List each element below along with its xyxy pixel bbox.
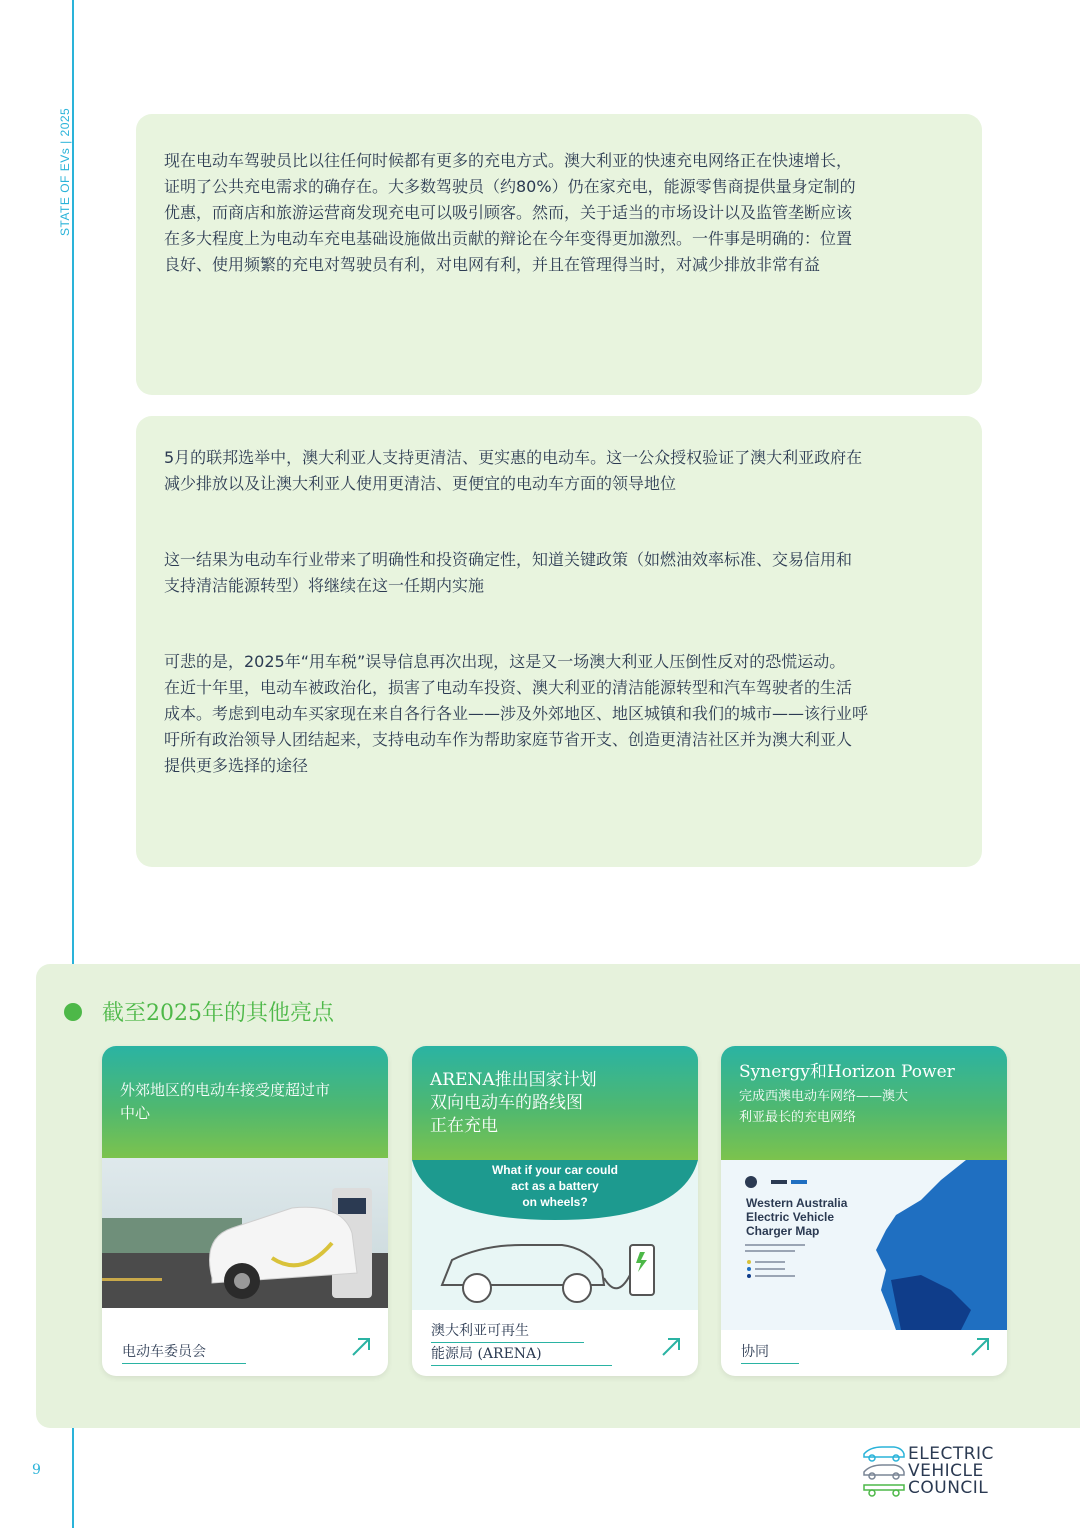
logo-line: ELECTRIC bbox=[908, 1444, 994, 1464]
text-line: 吁所有政治领导人团结起来，支持电动车作为帮助家庭节省开支、创造更清洁社区并为澳大利亚人 bbox=[164, 730, 853, 749]
arrow-up-right-icon[interactable] bbox=[969, 1336, 991, 1358]
logo-line: VEHICLE bbox=[908, 1461, 984, 1481]
card-title-line: 中心 bbox=[120, 1104, 151, 1122]
intro-paragraph bbox=[164, 148, 958, 278]
card-title: Synergy和Horizon Power bbox=[739, 1062, 955, 1082]
text-line: 提供更多选择的途径 bbox=[164, 756, 309, 775]
card-title-line: 正在充电 bbox=[430, 1116, 498, 1136]
highlight-card-1[interactable] bbox=[102, 1046, 388, 1376]
map-title-line: Charger Map bbox=[746, 1224, 820, 1238]
election-paragraph-2 bbox=[164, 547, 958, 599]
card-header bbox=[721, 1046, 1007, 1160]
page-number: 9 bbox=[32, 1462, 41, 1478]
election-paragraph-3 bbox=[164, 649, 958, 779]
text-line: 可悲的是，2025年“用车税”误导信息再次出现，这是又一场澳大利亚人压倒性反对的恐慌运动。 bbox=[164, 652, 846, 671]
image-caption-line: on wheels? bbox=[522, 1195, 588, 1209]
text-line: 减少排放以及让澳大利亚人使用更清洁、更便宜的电动车方面的领导地位 bbox=[164, 474, 677, 493]
card-source-line: 电动车委员会 bbox=[122, 1341, 246, 1364]
arrow-up-right-icon[interactable] bbox=[350, 1336, 372, 1358]
card-subtitle bbox=[739, 1086, 908, 1128]
card-title-line: 外郊地区的电动车接受度超过市 bbox=[120, 1081, 331, 1099]
card-header bbox=[102, 1046, 388, 1158]
card-subtitle-line: 利亚最长的充电网络 bbox=[739, 1110, 857, 1125]
election-text-box bbox=[136, 416, 982, 867]
card-source-line: 澳大利亚可再生 bbox=[431, 1320, 584, 1343]
text-line: 在多大程度上为电动车充电基础设施做出贡献的辩论在今年变得更加激烈。一件事是明确的：位置 bbox=[164, 229, 853, 248]
ev-charging-photo bbox=[102, 1158, 388, 1308]
arrow-up-right-icon[interactable] bbox=[660, 1336, 682, 1358]
wa-charger-map bbox=[721, 1160, 1007, 1330]
card-title-line: ARENA推出国家计划 bbox=[430, 1070, 597, 1090]
text-line: 成本。考虑到电动车买家现在来自各行各业——涉及外郊地区、地区城镇和我们的城市——该行业呼 bbox=[164, 704, 869, 723]
arena-illustration bbox=[412, 1160, 698, 1310]
text-line: 现在电动车驾驶员比以往任何时候都有更多的充电方式。澳大利亚的快速充电网络正在快速增长， bbox=[164, 151, 853, 170]
text-line: 支持清洁能源转型）将继续在这一任期内实施 bbox=[164, 576, 485, 595]
map-title bbox=[746, 1196, 847, 1238]
text-line: 证明了公共充电需求的确存在。大多数驾驶员（约80%）仍在家充电，能源零售商提供量身定制的 bbox=[164, 177, 856, 196]
text-line: 优惠，而商店和旅游运营商发现充电可以吸引顾客。然而，关于适当的市场设计以及监管垄断应该 bbox=[164, 203, 853, 222]
card-source bbox=[431, 1320, 612, 1366]
highlights-title: 截至2025年的其他亮点 bbox=[102, 1001, 334, 1026]
text-line: 5月的联邦选举中，澳大利亚人支持更清洁、更实惠的电动车。这一公众授权验证了澳大利亚政府在 bbox=[164, 448, 863, 467]
card-title bbox=[430, 1069, 597, 1138]
image-caption bbox=[412, 1162, 698, 1210]
card-title bbox=[120, 1079, 330, 1125]
card-subtitle-line: 完成西澳电动车网络——澳大 bbox=[739, 1089, 909, 1104]
intro-text-box bbox=[136, 114, 982, 395]
highlight-card-3[interactable] bbox=[721, 1046, 1007, 1376]
text-line: 这一结果为电动车行业带来了明确性和投资确定性，知道关键政策（如燃油效率标准、交易信用和 bbox=[164, 550, 853, 569]
card-header bbox=[412, 1046, 698, 1160]
bullet-dot-icon bbox=[64, 1003, 82, 1021]
text-line: 良好、使用频繁的充电对驾驶员有利，对电网有利，并且在管理得当时，对减少排放非常有益 bbox=[164, 255, 821, 274]
map-title-line: Electric Vehicle bbox=[746, 1210, 835, 1224]
card-title-line: 双向电动车的路线图 bbox=[430, 1093, 583, 1113]
card-source bbox=[122, 1341, 246, 1364]
card-source bbox=[741, 1341, 799, 1364]
image-caption-line: act as a battery bbox=[511, 1179, 599, 1193]
ev-council-logo-icon bbox=[860, 1444, 906, 1500]
highlight-card-2[interactable] bbox=[412, 1046, 698, 1376]
text-line: 在近十年里，电动车被政治化，损害了电动车投资、澳大利亚的清洁能源转型和汽车驾驶者的生活 bbox=[164, 678, 853, 697]
card-source-line: 协同 bbox=[741, 1341, 799, 1364]
sidebar-label: STATE OF EVs | 2025 bbox=[58, 104, 72, 240]
map-title-line: Western Australia bbox=[746, 1196, 848, 1210]
image-caption-line: What if your car could bbox=[491, 1163, 618, 1177]
card-source-line: 能源局 (ARENA) bbox=[431, 1343, 612, 1366]
election-paragraph-1 bbox=[164, 445, 958, 497]
logo-line: COUNCIL bbox=[908, 1478, 989, 1498]
